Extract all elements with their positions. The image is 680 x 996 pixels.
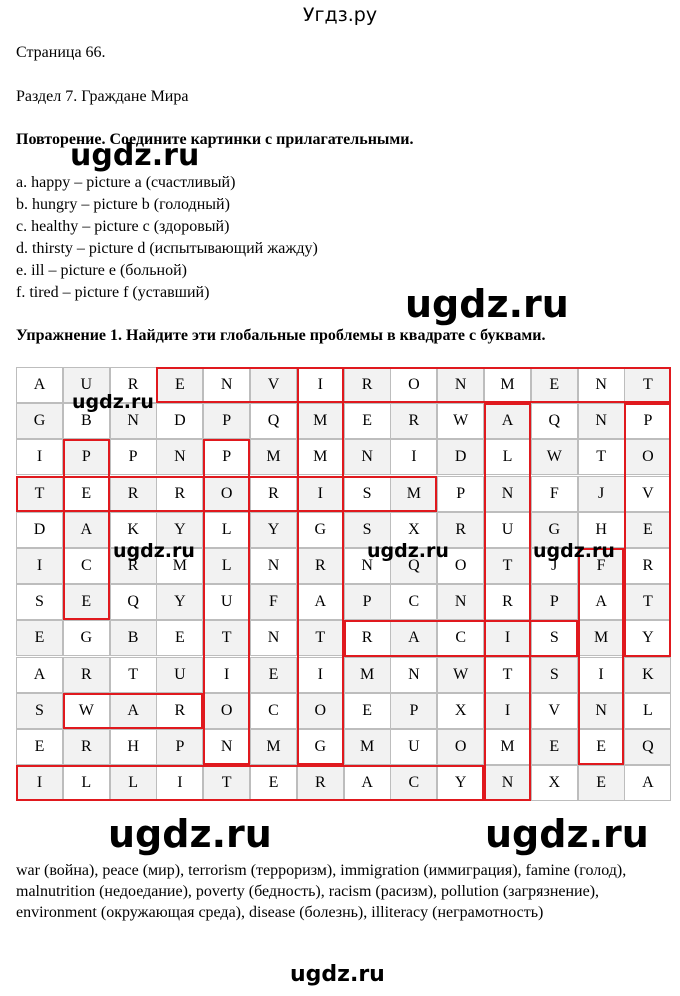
grid-cell: Y [156, 584, 203, 620]
grid-cell: J [578, 476, 625, 512]
grid-cell: G [63, 620, 110, 656]
grid-cell: N [344, 548, 391, 584]
grid-cell: E [344, 693, 391, 729]
grid-cell: N [203, 367, 250, 403]
grid-cell: W [531, 439, 578, 475]
grid-cell: S [344, 512, 391, 548]
grid-cell: F [531, 476, 578, 512]
grid-cell: P [156, 729, 203, 765]
grid-cell: M [344, 729, 391, 765]
watermark: ugdz.ru [290, 962, 385, 987]
grid-cell: R [344, 620, 391, 656]
grid-cell: L [203, 512, 250, 548]
vocabulary-list: war (война), peace (мир), terrorism (терроризм), immigration (иммиграция), famine (голод), malnutrition (недоедание), poverty (бедность), racism (расизм), pollution (загрязнение), environment (окружающая среда), disease (болезнь), illiteracy (неграмотность) [16, 862, 627, 921]
grid-cell: U [484, 512, 531, 548]
grid-cell: R [624, 548, 671, 584]
grid-cell: T [16, 476, 63, 512]
grid-cell: W [437, 403, 484, 439]
grid-cell: E [624, 512, 671, 548]
grid-cell: U [63, 367, 110, 403]
grid-cell: V [624, 476, 671, 512]
grid-cell: I [297, 367, 344, 403]
grid-cell: N [390, 657, 437, 693]
grid-cell: Y [437, 765, 484, 801]
grid-cell: O [203, 693, 250, 729]
grid-cell: P [531, 584, 578, 620]
grid-cell: O [437, 548, 484, 584]
grid-cell: O [297, 693, 344, 729]
grid-cell: N [578, 403, 625, 439]
grid-cell: T [203, 620, 250, 656]
grid-cell: R [390, 403, 437, 439]
grid-cell: E [578, 729, 625, 765]
grid-cell: Q [624, 729, 671, 765]
grid-cell: S [16, 693, 63, 729]
grid-cell: C [390, 765, 437, 801]
grid-cell: N [578, 367, 625, 403]
grid-cell: Q [110, 584, 157, 620]
grid-cell: A [578, 584, 625, 620]
grid-cell: M [156, 548, 203, 584]
grid-cell: C [63, 548, 110, 584]
grid-cell: M [390, 476, 437, 512]
grid-cell: A [390, 620, 437, 656]
grid-cell: R [250, 476, 297, 512]
grid-cell: R [110, 476, 157, 512]
grid-cell: T [578, 439, 625, 475]
grid-cell: T [484, 657, 531, 693]
grid-cell: P [203, 439, 250, 475]
grid-cell: D [437, 439, 484, 475]
grid-cell: T [203, 765, 250, 801]
watermark: ugdz.ru [533, 540, 615, 562]
grid-cell: I [16, 439, 63, 475]
grid-cell: I [390, 439, 437, 475]
grid-cell: M [297, 439, 344, 475]
grid-cell: V [250, 367, 297, 403]
grid-cell: E [16, 620, 63, 656]
grid-cell: E [63, 476, 110, 512]
grid-cell: P [344, 584, 391, 620]
grid-cell: A [344, 765, 391, 801]
grid-cell: R [63, 657, 110, 693]
grid-cell: P [110, 439, 157, 475]
grid-cell: N [250, 548, 297, 584]
grid-cell: B [110, 620, 157, 656]
grid-cell: G [297, 729, 344, 765]
answer-c: c. healthy – picture c (здоровый) [16, 218, 230, 235]
grid-cell: R [156, 476, 203, 512]
grid-cell: Q [390, 548, 437, 584]
grid-cell: A [16, 657, 63, 693]
grid-cell: O [437, 729, 484, 765]
grid-cell: K [110, 512, 157, 548]
grid-cell: R [63, 729, 110, 765]
grid-cell: H [110, 729, 157, 765]
grid-cell: V [531, 693, 578, 729]
watermark: ugdz.ru [405, 282, 569, 326]
grid-cell: C [390, 584, 437, 620]
grid-cell: E [156, 367, 203, 403]
grid-cell: O [203, 476, 250, 512]
grid-cell: P [624, 403, 671, 439]
grid-cell: C [250, 693, 297, 729]
grid-cell: F [578, 548, 625, 584]
grid-cell: T [110, 657, 157, 693]
grid-cell: Y [156, 512, 203, 548]
grid-cell: T [297, 620, 344, 656]
watermark: ugdz.ru [485, 812, 649, 856]
grid-cell: U [390, 729, 437, 765]
grid-cell: P [390, 693, 437, 729]
grid-cell: E [156, 620, 203, 656]
grid-cell: X [390, 512, 437, 548]
grid-cell: M [250, 729, 297, 765]
watermark: ugdz.ru [108, 812, 272, 856]
grid-cell: E [63, 584, 110, 620]
grid-cell: G [531, 512, 578, 548]
grid-cell: A [16, 367, 63, 403]
answer-a: a. happy – picture a (счастливый) [16, 174, 236, 191]
grid-cell: S [531, 620, 578, 656]
grid-cell: E [16, 729, 63, 765]
grid-cell: P [63, 439, 110, 475]
grid-cell: D [156, 403, 203, 439]
grid-cell: I [578, 657, 625, 693]
grid-cell: M [344, 657, 391, 693]
grid-cell: L [203, 548, 250, 584]
grid-cell: A [484, 403, 531, 439]
grid-cell: A [624, 765, 671, 801]
grid-cell: E [344, 403, 391, 439]
grid-cell: I [297, 657, 344, 693]
grid-cell: R [110, 367, 157, 403]
grid-cell: L [624, 693, 671, 729]
grid-cell: G [16, 403, 63, 439]
grid-cell: L [484, 439, 531, 475]
grid-cell: J [531, 548, 578, 584]
grid-cell: T [624, 367, 671, 403]
answer-d: d. thirsty – picture d (испытывающий жажду) [16, 240, 318, 257]
grid-cell: I [484, 693, 531, 729]
grid-cell: Y [624, 620, 671, 656]
grid-cell: E [531, 367, 578, 403]
grid-cell: R [297, 548, 344, 584]
review-heading: Повторение. Соедините картинки с прилагательными. [16, 131, 414, 148]
grid-cell: I [16, 765, 63, 801]
grid-cell: D [16, 512, 63, 548]
grid-cell: M [578, 620, 625, 656]
watermark: ugdz.ru [113, 540, 195, 562]
grid-cell: F [250, 584, 297, 620]
grid-cell: L [110, 765, 157, 801]
grid-cell: T [484, 548, 531, 584]
answer-b: b. hungry – picture b (голодный) [16, 196, 230, 213]
grid-cell: I [16, 548, 63, 584]
grid-cell: L [63, 765, 110, 801]
grid-cell: E [531, 729, 578, 765]
section-title: Раздел 7. Граждане Мира [16, 88, 189, 105]
grid-cell: M [484, 729, 531, 765]
grid-cell: N [484, 476, 531, 512]
watermark: ugdz.ru [70, 138, 200, 173]
grid-cell: W [63, 693, 110, 729]
grid-cell: N [250, 620, 297, 656]
grid-cell: N [203, 729, 250, 765]
grid-cell: U [156, 657, 203, 693]
grid-cell: G [297, 512, 344, 548]
grid-cell: S [344, 476, 391, 512]
grid-cell: M [297, 403, 344, 439]
grid-cell: U [203, 584, 250, 620]
grid-cell: N [110, 403, 157, 439]
grid-cell: Y [250, 512, 297, 548]
grid-cell: W [437, 657, 484, 693]
grid-cell: O [624, 439, 671, 475]
grid-cell: I [484, 620, 531, 656]
grid-cell: E [250, 657, 297, 693]
grid-cell: R [110, 548, 157, 584]
grid-cell: N [437, 584, 484, 620]
grid-cell: P [203, 403, 250, 439]
watermark: ugdz.ru [367, 540, 449, 562]
grid-cell: N [437, 367, 484, 403]
grid-cell: X [531, 765, 578, 801]
grid-cell: E [250, 765, 297, 801]
grid-cell: R [156, 693, 203, 729]
grid-cell: E [578, 765, 625, 801]
grid-cell: O [390, 367, 437, 403]
grid-cell: A [110, 693, 157, 729]
grid-cell: C [437, 620, 484, 656]
grid-cell: R [297, 765, 344, 801]
grid-cell: Q [531, 403, 578, 439]
grid-cell: R [344, 367, 391, 403]
watermark: ugdz.ru [72, 391, 154, 413]
grid-cell: N [484, 765, 531, 801]
exercise-heading: Упражнение 1. Найдите эти глобальные проблемы в квадрате с буквами. [16, 327, 546, 344]
answer-e: e. ill – picture e (больной) [16, 262, 187, 279]
site-title[interactable]: Угдз.ру [302, 4, 378, 26]
grid-cell: Q [250, 403, 297, 439]
grid-cell: B [63, 403, 110, 439]
answer-f: f. tired – picture f (уставший) [16, 284, 210, 301]
grid-cell: R [484, 584, 531, 620]
grid-cell: P [437, 476, 484, 512]
grid-cell: R [437, 512, 484, 548]
grid-cell: K [624, 657, 671, 693]
grid-cell: X [437, 693, 484, 729]
grid-cell: M [250, 439, 297, 475]
grid-cell: N [344, 439, 391, 475]
grid-cell: I [297, 476, 344, 512]
grid-cell: N [578, 693, 625, 729]
page-number: Страница 66. [16, 44, 106, 61]
grid-cell: M [484, 367, 531, 403]
grid-cell: S [16, 584, 63, 620]
grid-cell: I [203, 657, 250, 693]
grid-cell: S [531, 657, 578, 693]
grid-cell: H [578, 512, 625, 548]
grid-cell: I [156, 765, 203, 801]
grid-cell: N [156, 439, 203, 475]
grid-cell: A [63, 512, 110, 548]
grid-cell: A [297, 584, 344, 620]
grid-cell: T [624, 584, 671, 620]
